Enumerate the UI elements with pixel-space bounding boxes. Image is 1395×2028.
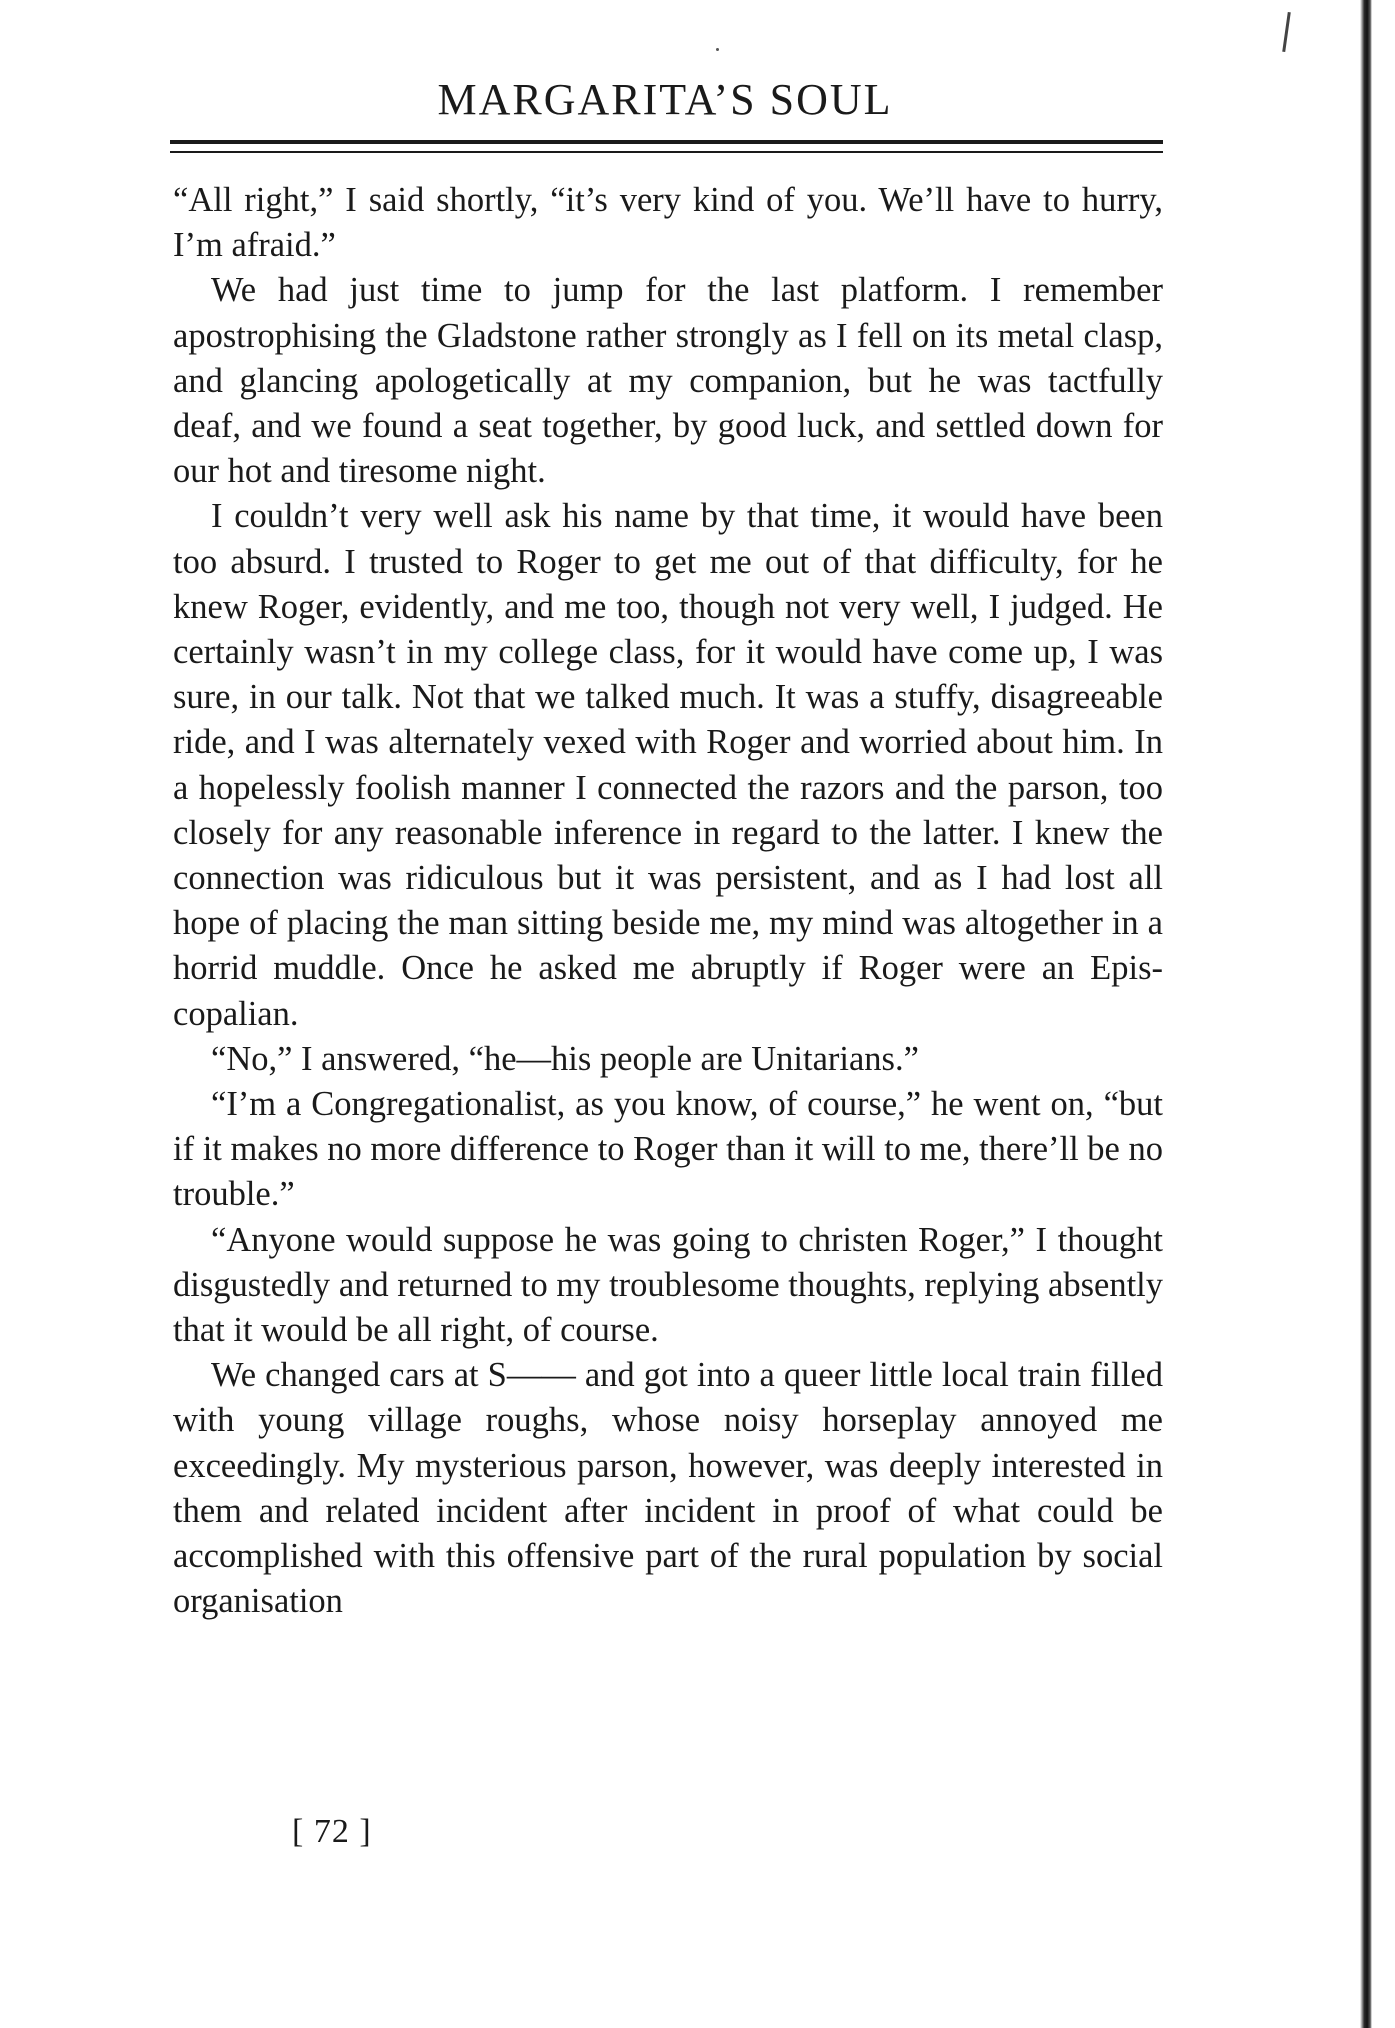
ink-speck	[716, 48, 719, 51]
paragraph-3: I couldn’t very well ask his name by that time, it would have been too absurd. I trusted to Roger to get me out of that difficulty, for he knew Roger, evidently, and me too, though not very well, I judged. He certainly wasn’t in my college class, for it would have come up, I was sure, in our talk. Not that we talked much. It was a stuffy, disagreeable ride, and I was alternately vexed with Roger and worried about him. In a hopelessly foolish manner I connected the razors and the parson, too closely for any reasonable inference in regard to the latter. I knew the connection was ridiculous but it was persistent, and as I had lost all hope of placing the man sitting beside me, my mind was altogether in a horrid muddle. Once he asked me abruptly if Roger were an Episcopalian.	[173, 497, 1163, 1033]
header-rule-thin	[170, 151, 1163, 153]
paragraph-5: “I’m a Congregationalist, as you know, of course,” he went on, “but if it makes no more difference to Roger than it will to me, there’ll be no trouble.”	[173, 1085, 1163, 1214]
header-rule-thick	[170, 140, 1163, 144]
binding-edge-shadow	[1360, 0, 1372, 2028]
page-number: [ 72 ]	[292, 1813, 372, 1850]
body-text	[173, 178, 1163, 1625]
paragraph-7: We changed cars at S—— and got into a queer little local train filled with young village roughs, whose noisy horseplay annoyed me exceedingly. My mysterious parson, however, was deeply interested in them and related incident after incident in proof of what could be accomplished with this offensive part of the rural population by social organisation	[173, 1356, 1163, 1621]
paragraph-2: We had just time to jump for the last platform. I remember apostrophising the Gladstone rather strongly as I fell on its metal clasp, and glancing apologetically at my companion, but he was tactfully deaf, and we found a seat together, by good luck, and settled down for our hot and tiresome night.	[173, 271, 1163, 491]
running-head: MARGARITA’S SOUL	[437, 75, 893, 124]
paragraph-1: “All right,” I said shortly, “it’s very kind of you. We’ll have to hurry, I’m afraid.”	[173, 181, 1163, 265]
page-edge-mark	[1282, 12, 1291, 52]
paragraph-6: “Anyone would suppose he was going to christen Roger,” I thought disgustedly and returned to my troublesome thoughts, replying absently that it would be all right, of course.	[173, 1220, 1163, 1350]
paragraph-4: “No,” I answered, “he—his people are Unitarians.”	[211, 1039, 919, 1078]
